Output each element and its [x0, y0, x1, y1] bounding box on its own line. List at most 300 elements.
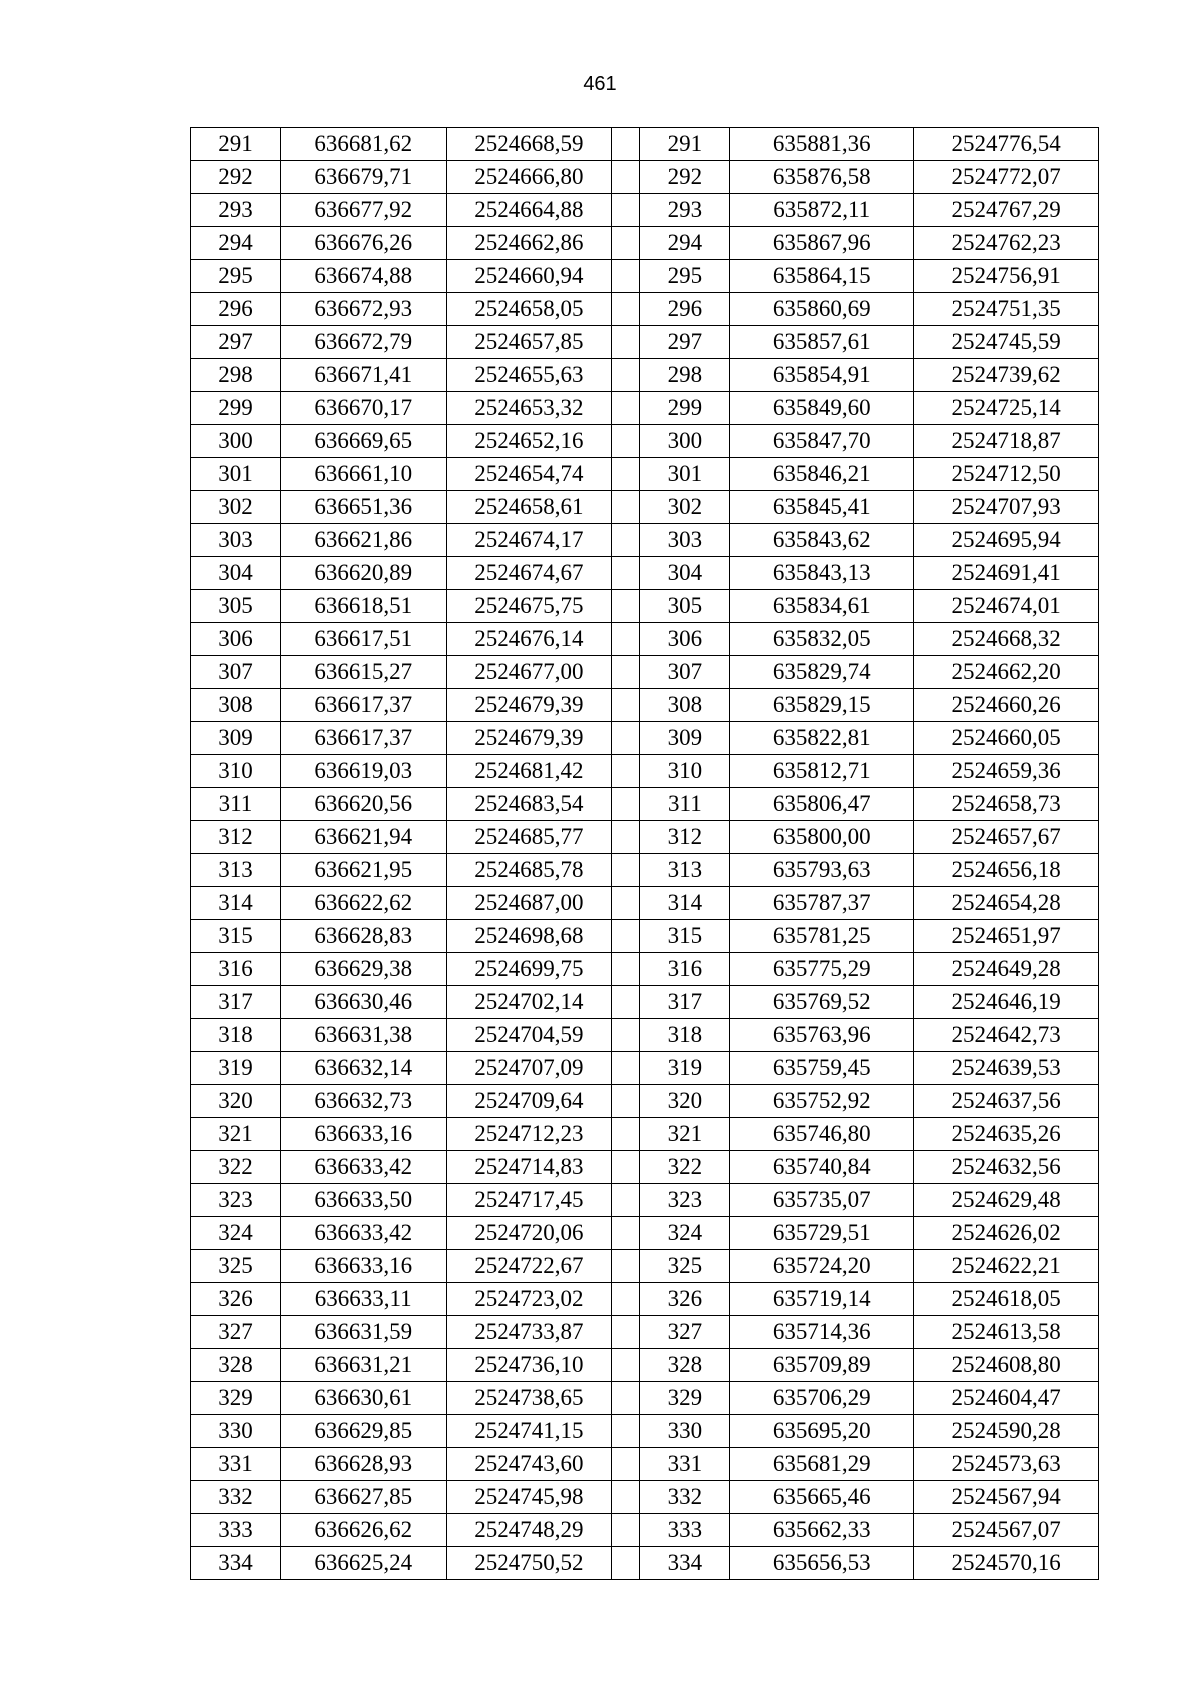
right-y-coordinate-cell: 2524632,56: [914, 1151, 1099, 1184]
separator-cell: [612, 326, 640, 359]
right-y-coordinate-cell: 2524695,94: [914, 524, 1099, 557]
left-x-coordinate-cell: 636628,83: [280, 920, 446, 953]
left-x-coordinate-cell: 636633,42: [280, 1151, 446, 1184]
left-y-coordinate-cell: 2524677,00: [446, 656, 612, 689]
left-x-coordinate-cell: 636661,10: [280, 458, 446, 491]
right-x-coordinate-cell: 635800,00: [730, 821, 914, 854]
separator-cell: [612, 1217, 640, 1250]
left-y-coordinate-cell: 2524745,98: [446, 1481, 612, 1514]
left-x-coordinate-cell: 636629,38: [280, 953, 446, 986]
coordinates-table-body: [191, 128, 1099, 1580]
right-point-number-cell: 322: [640, 1151, 730, 1184]
left-x-coordinate-cell: 636629,85: [280, 1415, 446, 1448]
right-y-coordinate-cell: 2524622,21: [914, 1250, 1099, 1283]
left-point-number-cell: 330: [191, 1415, 281, 1448]
right-point-number-cell: 313: [640, 854, 730, 887]
right-x-coordinate-cell: 635846,21: [730, 458, 914, 491]
left-point-number-cell: 317: [191, 986, 281, 1019]
left-x-coordinate-cell: 636620,56: [280, 788, 446, 821]
separator-cell: [612, 1184, 640, 1217]
separator-cell: [612, 1151, 640, 1184]
left-x-coordinate-cell: 636679,71: [280, 161, 446, 194]
right-point-number-cell: 293: [640, 194, 730, 227]
left-x-coordinate-cell: 636633,42: [280, 1217, 446, 1250]
right-x-coordinate-cell: 635876,58: [730, 161, 914, 194]
left-y-coordinate-cell: 2524714,83: [446, 1151, 612, 1184]
right-x-coordinate-cell: 635714,36: [730, 1316, 914, 1349]
separator-cell: [612, 920, 640, 953]
left-y-coordinate-cell: 2524702,14: [446, 986, 612, 1019]
left-y-coordinate-cell: 2524685,78: [446, 854, 612, 887]
table-row: [191, 1283, 1099, 1316]
right-point-number-cell: 294: [640, 227, 730, 260]
separator-cell: [612, 260, 640, 293]
right-y-coordinate-cell: 2524654,28: [914, 887, 1099, 920]
left-point-number-cell: 320: [191, 1085, 281, 1118]
separator-cell: [612, 656, 640, 689]
right-point-number-cell: 308: [640, 689, 730, 722]
right-point-number-cell: 310: [640, 755, 730, 788]
left-point-number-cell: 299: [191, 392, 281, 425]
left-y-coordinate-cell: 2524741,15: [446, 1415, 612, 1448]
right-x-coordinate-cell: 635787,37: [730, 887, 914, 920]
left-x-coordinate-cell: 636676,26: [280, 227, 446, 260]
left-x-coordinate-cell: 636630,46: [280, 986, 446, 1019]
right-x-coordinate-cell: 635860,69: [730, 293, 914, 326]
table-row: [191, 1316, 1099, 1349]
right-x-coordinate-cell: 635759,45: [730, 1052, 914, 1085]
right-y-coordinate-cell: 2524573,63: [914, 1448, 1099, 1481]
left-point-number-cell: 316: [191, 953, 281, 986]
right-y-coordinate-cell: 2524772,07: [914, 161, 1099, 194]
right-x-coordinate-cell: 635752,92: [730, 1085, 914, 1118]
right-point-number-cell: 303: [640, 524, 730, 557]
left-y-coordinate-cell: 2524655,63: [446, 359, 612, 392]
table-row: [191, 590, 1099, 623]
separator-cell: [612, 1052, 640, 1085]
separator-cell: [612, 293, 640, 326]
left-y-coordinate-cell: 2524662,86: [446, 227, 612, 260]
left-y-coordinate-cell: 2524707,09: [446, 1052, 612, 1085]
right-x-coordinate-cell: 635832,05: [730, 623, 914, 656]
separator-cell: [612, 1250, 640, 1283]
table-row: [191, 425, 1099, 458]
right-x-coordinate-cell: 635872,11: [730, 194, 914, 227]
right-y-coordinate-cell: 2524649,28: [914, 953, 1099, 986]
table-row: [191, 1184, 1099, 1217]
left-x-coordinate-cell: 636671,41: [280, 359, 446, 392]
left-y-coordinate-cell: 2524681,42: [446, 755, 612, 788]
left-point-number-cell: 310: [191, 755, 281, 788]
table-row: [191, 854, 1099, 887]
left-x-coordinate-cell: 636617,37: [280, 722, 446, 755]
left-y-coordinate-cell: 2524652,16: [446, 425, 612, 458]
right-point-number-cell: 326: [640, 1283, 730, 1316]
right-y-coordinate-cell: 2524635,26: [914, 1118, 1099, 1151]
separator-cell: [612, 491, 640, 524]
right-point-number-cell: 306: [640, 623, 730, 656]
left-point-number-cell: 326: [191, 1283, 281, 1316]
table-row: [191, 1085, 1099, 1118]
left-y-coordinate-cell: 2524685,77: [446, 821, 612, 854]
left-x-coordinate-cell: 636633,11: [280, 1283, 446, 1316]
right-y-coordinate-cell: 2524762,23: [914, 227, 1099, 260]
left-x-coordinate-cell: 636625,24: [280, 1547, 446, 1580]
left-y-coordinate-cell: 2524668,59: [446, 128, 612, 161]
right-point-number-cell: 316: [640, 953, 730, 986]
separator-cell: [612, 1085, 640, 1118]
separator-cell: [612, 1481, 640, 1514]
table-row: [191, 1019, 1099, 1052]
left-point-number-cell: 329: [191, 1382, 281, 1415]
separator-cell: [612, 128, 640, 161]
separator-cell: [612, 887, 640, 920]
left-y-coordinate-cell: 2524676,14: [446, 623, 612, 656]
table-row: [191, 1349, 1099, 1382]
right-x-coordinate-cell: 635709,89: [730, 1349, 914, 1382]
left-y-coordinate-cell: 2524743,60: [446, 1448, 612, 1481]
right-x-coordinate-cell: 635769,52: [730, 986, 914, 1019]
left-point-number-cell: 306: [191, 623, 281, 656]
table-row: [191, 1151, 1099, 1184]
right-y-coordinate-cell: 2524707,93: [914, 491, 1099, 524]
left-point-number-cell: 305: [191, 590, 281, 623]
right-y-coordinate-cell: 2524756,91: [914, 260, 1099, 293]
right-y-coordinate-cell: 2524745,59: [914, 326, 1099, 359]
table-row: [191, 656, 1099, 689]
right-point-number-cell: 296: [640, 293, 730, 326]
left-x-coordinate-cell: 636626,62: [280, 1514, 446, 1547]
right-x-coordinate-cell: 635775,29: [730, 953, 914, 986]
right-y-coordinate-cell: 2524613,58: [914, 1316, 1099, 1349]
left-point-number-cell: 309: [191, 722, 281, 755]
left-point-number-cell: 334: [191, 1547, 281, 1580]
left-x-coordinate-cell: 636632,14: [280, 1052, 446, 1085]
separator-cell: [612, 557, 640, 590]
right-point-number-cell: 331: [640, 1448, 730, 1481]
left-point-number-cell: 322: [191, 1151, 281, 1184]
right-y-coordinate-cell: 2524656,18: [914, 854, 1099, 887]
left-point-number-cell: 314: [191, 887, 281, 920]
left-x-coordinate-cell: 636628,93: [280, 1448, 446, 1481]
table-row: [191, 1448, 1099, 1481]
table-row: [191, 260, 1099, 293]
left-point-number-cell: 328: [191, 1349, 281, 1382]
right-point-number-cell: 298: [640, 359, 730, 392]
right-x-coordinate-cell: 635806,47: [730, 788, 914, 821]
left-x-coordinate-cell: 636622,62: [280, 887, 446, 920]
left-point-number-cell: 298: [191, 359, 281, 392]
table-row: [191, 722, 1099, 755]
right-point-number-cell: 314: [640, 887, 730, 920]
table-row: [191, 1250, 1099, 1283]
left-point-number-cell: 302: [191, 491, 281, 524]
left-y-coordinate-cell: 2524748,29: [446, 1514, 612, 1547]
table-row: [191, 392, 1099, 425]
table-row: [191, 161, 1099, 194]
table-row: [191, 1415, 1099, 1448]
right-x-coordinate-cell: 635812,71: [730, 755, 914, 788]
right-x-coordinate-cell: 635735,07: [730, 1184, 914, 1217]
left-y-coordinate-cell: 2524722,67: [446, 1250, 612, 1283]
right-x-coordinate-cell: 635746,80: [730, 1118, 914, 1151]
right-x-coordinate-cell: 635854,91: [730, 359, 914, 392]
table-row: [191, 887, 1099, 920]
table-row: [191, 1118, 1099, 1151]
right-x-coordinate-cell: 635656,53: [730, 1547, 914, 1580]
left-x-coordinate-cell: 636631,21: [280, 1349, 446, 1382]
separator-cell: [612, 590, 640, 623]
left-x-coordinate-cell: 636619,03: [280, 755, 446, 788]
table-row: [191, 953, 1099, 986]
table-row: [191, 326, 1099, 359]
left-x-coordinate-cell: 636670,17: [280, 392, 446, 425]
right-point-number-cell: 309: [640, 722, 730, 755]
left-point-number-cell: 308: [191, 689, 281, 722]
separator-cell: [612, 788, 640, 821]
right-x-coordinate-cell: 635849,60: [730, 392, 914, 425]
left-x-coordinate-cell: 636617,51: [280, 623, 446, 656]
left-y-coordinate-cell: 2524683,54: [446, 788, 612, 821]
table-row: [191, 920, 1099, 953]
left-x-coordinate-cell: 636651,36: [280, 491, 446, 524]
separator-cell: [612, 1547, 640, 1580]
right-y-coordinate-cell: 2524776,54: [914, 128, 1099, 161]
left-point-number-cell: 291: [191, 128, 281, 161]
right-y-coordinate-cell: 2524674,01: [914, 590, 1099, 623]
right-point-number-cell: 305: [640, 590, 730, 623]
right-y-coordinate-cell: 2524642,73: [914, 1019, 1099, 1052]
separator-cell: [612, 986, 640, 1019]
separator-cell: [612, 953, 640, 986]
page-number: 461: [583, 73, 617, 95]
table-row: [191, 1217, 1099, 1250]
right-x-coordinate-cell: 635695,20: [730, 1415, 914, 1448]
left-y-coordinate-cell: 2524720,06: [446, 1217, 612, 1250]
left-x-coordinate-cell: 636618,51: [280, 590, 446, 623]
left-y-coordinate-cell: 2524709,64: [446, 1085, 612, 1118]
separator-cell: [612, 722, 640, 755]
right-y-coordinate-cell: 2524629,48: [914, 1184, 1099, 1217]
table-row: [191, 1052, 1099, 1085]
right-y-coordinate-cell: 2524767,29: [914, 194, 1099, 227]
table-row: [191, 194, 1099, 227]
right-x-coordinate-cell: 635681,29: [730, 1448, 914, 1481]
right-point-number-cell: 299: [640, 392, 730, 425]
table-row: [191, 623, 1099, 656]
table-row: [191, 1481, 1099, 1514]
right-point-number-cell: 332: [640, 1481, 730, 1514]
left-y-coordinate-cell: 2524687,00: [446, 887, 612, 920]
left-point-number-cell: 300: [191, 425, 281, 458]
left-y-coordinate-cell: 2524712,23: [446, 1118, 612, 1151]
right-x-coordinate-cell: 635843,62: [730, 524, 914, 557]
right-point-number-cell: 304: [640, 557, 730, 590]
right-point-number-cell: 291: [640, 128, 730, 161]
right-point-number-cell: 307: [640, 656, 730, 689]
left-x-coordinate-cell: 636677,92: [280, 194, 446, 227]
right-y-coordinate-cell: 2524651,97: [914, 920, 1099, 953]
left-point-number-cell: 295: [191, 260, 281, 293]
separator-cell: [612, 1349, 640, 1382]
right-x-coordinate-cell: 635793,63: [730, 854, 914, 887]
table-row: [191, 227, 1099, 260]
left-y-coordinate-cell: 2524658,61: [446, 491, 612, 524]
left-y-coordinate-cell: 2524660,94: [446, 260, 612, 293]
right-y-coordinate-cell: 2524712,50: [914, 458, 1099, 491]
right-point-number-cell: 300: [640, 425, 730, 458]
table-row: [191, 755, 1099, 788]
right-y-coordinate-cell: 2524739,62: [914, 359, 1099, 392]
right-point-number-cell: 301: [640, 458, 730, 491]
separator-cell: [612, 854, 640, 887]
left-y-coordinate-cell: 2524723,02: [446, 1283, 612, 1316]
right-y-coordinate-cell: 2524590,28: [914, 1415, 1099, 1448]
left-x-coordinate-cell: 636633,16: [280, 1118, 446, 1151]
right-y-coordinate-cell: 2524659,36: [914, 755, 1099, 788]
right-y-coordinate-cell: 2524668,32: [914, 623, 1099, 656]
right-y-coordinate-cell: 2524646,19: [914, 986, 1099, 1019]
left-y-coordinate-cell: 2524704,59: [446, 1019, 612, 1052]
left-point-number-cell: 296: [191, 293, 281, 326]
separator-cell: [612, 1382, 640, 1415]
left-y-coordinate-cell: 2524717,45: [446, 1184, 612, 1217]
table-row: [191, 689, 1099, 722]
right-point-number-cell: 295: [640, 260, 730, 293]
right-y-coordinate-cell: 2524660,05: [914, 722, 1099, 755]
right-point-number-cell: 327: [640, 1316, 730, 1349]
table-row: [191, 458, 1099, 491]
right-x-coordinate-cell: 635719,14: [730, 1283, 914, 1316]
left-y-coordinate-cell: 2524679,39: [446, 722, 612, 755]
separator-cell: [612, 227, 640, 260]
right-x-coordinate-cell: 635843,13: [730, 557, 914, 590]
separator-cell: [612, 689, 640, 722]
right-point-number-cell: 317: [640, 986, 730, 1019]
right-y-coordinate-cell: 2524658,73: [914, 788, 1099, 821]
left-x-coordinate-cell: 636672,79: [280, 326, 446, 359]
left-y-coordinate-cell: 2524750,52: [446, 1547, 612, 1580]
left-x-coordinate-cell: 636669,65: [280, 425, 446, 458]
left-point-number-cell: 292: [191, 161, 281, 194]
right-x-coordinate-cell: 635740,84: [730, 1151, 914, 1184]
separator-cell: [612, 1019, 640, 1052]
left-y-coordinate-cell: 2524698,68: [446, 920, 612, 953]
table-row: [191, 491, 1099, 524]
right-x-coordinate-cell: 635662,33: [730, 1514, 914, 1547]
left-y-coordinate-cell: 2524674,17: [446, 524, 612, 557]
left-point-number-cell: 319: [191, 1052, 281, 1085]
left-y-coordinate-cell: 2524674,67: [446, 557, 612, 590]
left-point-number-cell: 297: [191, 326, 281, 359]
table-row: [191, 788, 1099, 821]
right-y-coordinate-cell: 2524657,67: [914, 821, 1099, 854]
left-point-number-cell: 311: [191, 788, 281, 821]
separator-cell: [612, 821, 640, 854]
right-point-number-cell: 320: [640, 1085, 730, 1118]
right-x-coordinate-cell: 635724,20: [730, 1250, 914, 1283]
left-x-coordinate-cell: 636672,93: [280, 293, 446, 326]
table-row: [191, 986, 1099, 1019]
left-y-coordinate-cell: 2524653,32: [446, 392, 612, 425]
right-x-coordinate-cell: 635847,70: [730, 425, 914, 458]
right-point-number-cell: 334: [640, 1547, 730, 1580]
right-y-coordinate-cell: 2524691,41: [914, 557, 1099, 590]
separator-cell: [612, 1118, 640, 1151]
right-x-coordinate-cell: 635864,15: [730, 260, 914, 293]
right-x-coordinate-cell: 635665,46: [730, 1481, 914, 1514]
left-point-number-cell: 294: [191, 227, 281, 260]
separator-cell: [612, 1283, 640, 1316]
right-point-number-cell: 323: [640, 1184, 730, 1217]
table-row: [191, 524, 1099, 557]
left-x-coordinate-cell: 636621,86: [280, 524, 446, 557]
right-x-coordinate-cell: 635763,96: [730, 1019, 914, 1052]
left-y-coordinate-cell: 2524733,87: [446, 1316, 612, 1349]
right-y-coordinate-cell: 2524718,87: [914, 425, 1099, 458]
right-point-number-cell: 311: [640, 788, 730, 821]
coordinates-table: [190, 127, 1099, 1580]
right-y-coordinate-cell: 2524567,07: [914, 1514, 1099, 1547]
table-row: [191, 293, 1099, 326]
right-point-number-cell: 333: [640, 1514, 730, 1547]
left-x-coordinate-cell: 636633,16: [280, 1250, 446, 1283]
left-x-coordinate-cell: 636681,62: [280, 128, 446, 161]
right-point-number-cell: 325: [640, 1250, 730, 1283]
left-y-coordinate-cell: 2524664,88: [446, 194, 612, 227]
right-x-coordinate-cell: 635857,61: [730, 326, 914, 359]
left-y-coordinate-cell: 2524736,10: [446, 1349, 612, 1382]
left-point-number-cell: 313: [191, 854, 281, 887]
left-y-coordinate-cell: 2524654,74: [446, 458, 612, 491]
right-point-number-cell: 329: [640, 1382, 730, 1415]
right-x-coordinate-cell: 635834,61: [730, 590, 914, 623]
left-x-coordinate-cell: 636627,85: [280, 1481, 446, 1514]
table-row: [191, 1514, 1099, 1547]
right-point-number-cell: 328: [640, 1349, 730, 1382]
separator-cell: [612, 623, 640, 656]
separator-cell: [612, 458, 640, 491]
left-point-number-cell: 327: [191, 1316, 281, 1349]
right-x-coordinate-cell: 635781,25: [730, 920, 914, 953]
left-point-number-cell: 323: [191, 1184, 281, 1217]
left-point-number-cell: 301: [191, 458, 281, 491]
left-x-coordinate-cell: 636621,94: [280, 821, 446, 854]
separator-cell: [612, 1316, 640, 1349]
left-point-number-cell: 304: [191, 557, 281, 590]
left-point-number-cell: 312: [191, 821, 281, 854]
table-row: [191, 1547, 1099, 1580]
left-point-number-cell: 303: [191, 524, 281, 557]
left-point-number-cell: 293: [191, 194, 281, 227]
left-point-number-cell: 307: [191, 656, 281, 689]
left-x-coordinate-cell: 636632,73: [280, 1085, 446, 1118]
right-point-number-cell: 330: [640, 1415, 730, 1448]
right-y-coordinate-cell: 2524639,53: [914, 1052, 1099, 1085]
right-point-number-cell: 302: [640, 491, 730, 524]
right-x-coordinate-cell: 635829,74: [730, 656, 914, 689]
right-point-number-cell: 297: [640, 326, 730, 359]
right-x-coordinate-cell: 635822,81: [730, 722, 914, 755]
right-y-coordinate-cell: 2524662,20: [914, 656, 1099, 689]
right-point-number-cell: 321: [640, 1118, 730, 1151]
left-x-coordinate-cell: 636633,50: [280, 1184, 446, 1217]
right-x-coordinate-cell: 635845,41: [730, 491, 914, 524]
right-y-coordinate-cell: 2524608,80: [914, 1349, 1099, 1382]
right-y-coordinate-cell: 2524751,35: [914, 293, 1099, 326]
right-x-coordinate-cell: 635706,29: [730, 1382, 914, 1415]
left-point-number-cell: 324: [191, 1217, 281, 1250]
